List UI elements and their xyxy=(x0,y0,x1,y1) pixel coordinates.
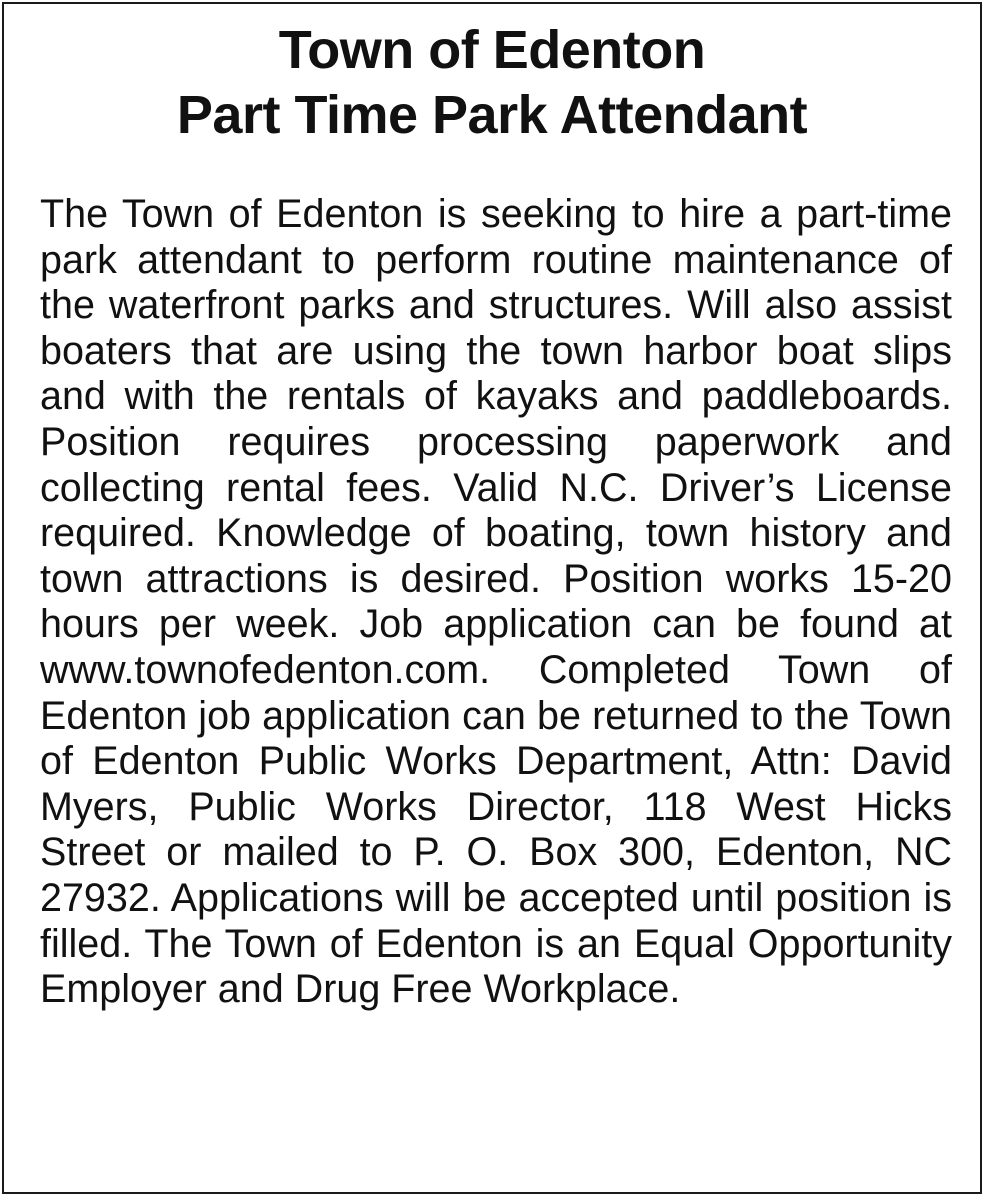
ad-title-town: Town of Edenton xyxy=(278,20,706,80)
classified-ad-border xyxy=(2,2,982,1194)
ad-title-position: Part Time Park Attendant xyxy=(176,85,808,145)
ad-body-text: The Town of Edenton is seeking to hire a part-time park attendant to perform routine maintenance of the waterfront parks and structures. Will also assist boaters that are using the town harbor boat slips and with the rentals of kayaks and paddleboards. Position requires processing paperwork and collecting rental fees. Valid N.C. Driver’s License required. Knowledge of boating, town history and town attractions is desired. Position works 15-20 hours per week. Job application can be found at www.townofedenton.com. Completed Town of Edenton job application can be returned to the Town of Edenton Public Works Department, Attn: David Myers, Public Works Director, 118 West Hicks Street or mailed to P. O. Box 300, Edenton, NC 27932. Applications will be accepted until position is filled. The Town of Edenton is an Equal Opportunity Employer and Drug Free Workplace. xyxy=(40,192,952,1012)
